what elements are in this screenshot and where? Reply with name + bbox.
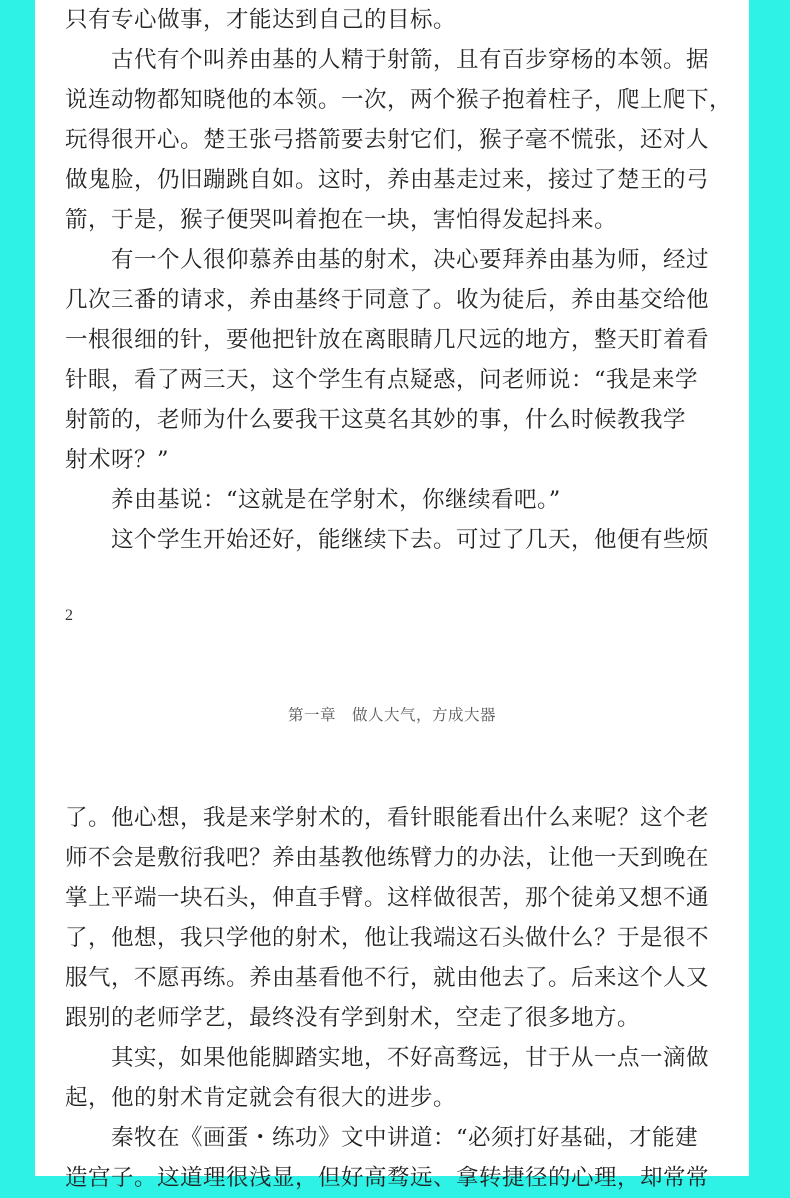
text-line: 这个学生开始还好，能继续下去。可过了几天，他便有些烦 (111, 527, 710, 553)
text-line: 师不会是敷衍我吧？养由基教他练臂力的办法，让他一天到晚在 (65, 845, 710, 871)
book-page (35, 0, 749, 1191)
text-line: 做鬼脸，仍旧蹦跳自如。这时，养由基走过来，接过了楚王的弓 (65, 167, 710, 193)
text-line: 服气，不愿再练。养由基看他不行，就由他去了。后来这个人又 (65, 965, 710, 991)
text-line: 射箭的，老师为什么要我干这莫名其妙的事，什么时候教我学 (65, 407, 687, 433)
text-line: 一根很细的针，要他把针放在离眼睛几尺远的地方，整天盯着看 (65, 327, 710, 353)
text-line: 秦牧在《画蛋・练功》文中讲道：“必须打好基础，才能建 (111, 1125, 699, 1151)
text-line: 掌上平端一块石头，伸直手臂。这样做很苦，那个徒弟又想不通 (65, 885, 710, 911)
text-line: 针眼，看了两三天，这个学生有点疑惑，问老师说：“我是来学 (65, 367, 699, 393)
text-line: 其实，如果他能脚踏实地，不好高骛远，甘于从一点一滴做 (111, 1045, 710, 1071)
text-line: 玩得很开心。楚王张弓搭箭要去射它们，猴子毫不慌张，还对人 (65, 127, 710, 153)
text-line: 造宫子。这道理很浅显，但好高骛远、拿转捷径的心理，却常常 (65, 1165, 710, 1191)
text-line: 射术呀？” (65, 447, 170, 473)
text-line: 只有专心做事，才能达到自己的目标。 (65, 7, 457, 33)
text-line: 说连动物都知晓他的本领。一次，两个猴子抱着柱子，爬上爬下， (65, 87, 733, 113)
text-line: 了，他想，我只学他的射术，他让我端这石头做什么？于是很不 (65, 925, 710, 951)
text-line: 了。他心想，我是来学射术的，看针眼能看出什么来呢？这个老 (65, 805, 710, 831)
text-line: 养由基说：“这就是在学射术，你继续看吧。” (111, 487, 561, 513)
text-line: 跟别的老师学艺，最终没有学到射术，空走了很多地方。 (65, 1005, 641, 1031)
text-line: 起，他的射术肯定就会有很大的进步。 (65, 1085, 457, 1111)
chapter-running-header: 第一章 做人大气，方成大器 (287, 706, 496, 724)
text-line: 箭，于是，猴子便哭叫着抱在一块，害怕得发起抖来。 (65, 207, 618, 233)
text-line: 几次三番的请求，养由基终于同意了。收为徒后，养由基交给他 (65, 287, 710, 313)
page-number: 2 (65, 607, 73, 624)
text-line: 古代有个叫养由基的人精于射箭，且有百步穿杨的本领。据 (111, 47, 710, 73)
text-line: 有一个人很仰慕养由基的射术，决心要拜养由基为师，经过 (111, 247, 710, 273)
